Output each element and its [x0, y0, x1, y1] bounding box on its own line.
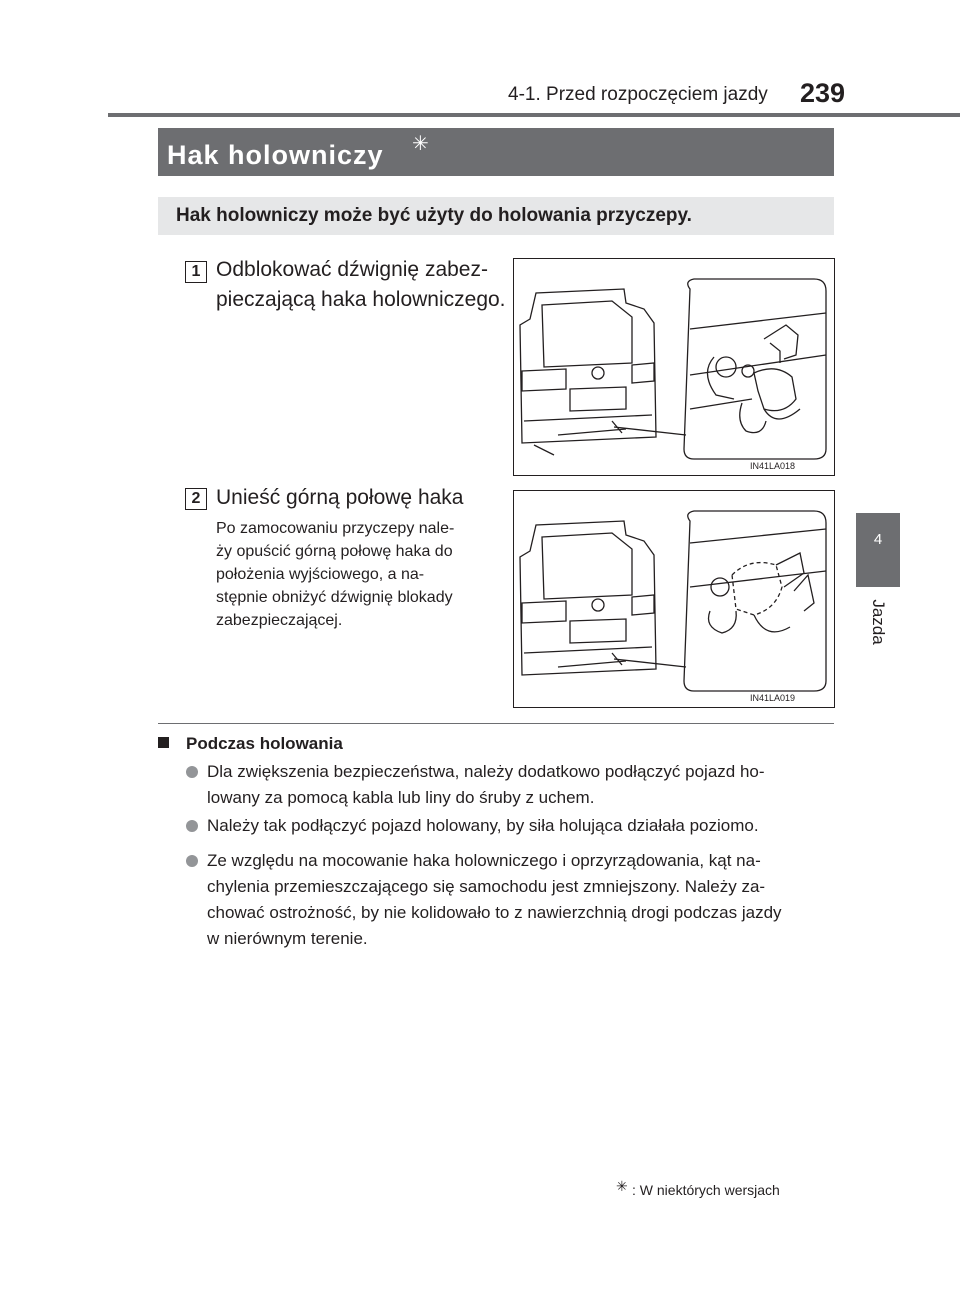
bullet-3-line-3: chować ostrożność, by nie kolidowało to z nawierzchnią drogi podczas jazdy [207, 903, 782, 922]
footnote-asterisk-icon: ✳ [616, 1178, 628, 1194]
square-bullet-icon [158, 737, 169, 748]
figure-2 [513, 490, 835, 708]
step-number-1: 1 [185, 261, 207, 283]
step-2-note-2: ży opuścić górną połowę haka do [216, 543, 453, 560]
step-2-note-3: położenia wyjściowego, a na- [216, 566, 425, 583]
section-title: 4-1. Przed rozpoczęciem jazdy [508, 84, 768, 105]
bullet-icon [186, 820, 198, 832]
intro-text: Hak holowniczy może być użyty do holowania przyczepy. [176, 205, 692, 226]
section-divider [158, 723, 834, 724]
bullet-icon [186, 855, 198, 867]
chapter-number: 4 [873, 531, 883, 548]
page-title: Hak holowniczy [167, 140, 384, 170]
footnote-text: : W niektórych wersjach [632, 1182, 780, 1198]
step-2-note-4: stępnie obniżyć dźwignię blokady [216, 589, 453, 606]
step-1-line-2: pieczającą haka holowniczego. [216, 288, 506, 311]
step-number-2: 2 [185, 488, 207, 510]
step-2-line-1: Unieść górną połowę haka [216, 486, 464, 509]
figure-1-code: IN41LA018 [750, 461, 796, 471]
asterisk-icon: ✳ [412, 133, 429, 155]
figure-1 [513, 258, 835, 476]
hitch-unlock-illustration [514, 259, 834, 475]
towing-heading: Podczas holowania [186, 734, 343, 753]
bullet-3-line-2: chylenia przemieszczającego się samochodu jest zmniejszony. Należy za- [207, 877, 766, 896]
chapter-tab [856, 513, 900, 587]
step-2-note-5: zabezpieczającej. [216, 612, 343, 629]
header-rule [108, 113, 960, 117]
hitch-raise-illustration [514, 491, 834, 707]
figure-2-code: IN41LA019 [750, 693, 796, 703]
bullet-icon [186, 766, 198, 778]
bullet-1-line-1: Dla zwiększenia bezpieczeństwa, należy dodatkowo podłączyć pojazd ho- [207, 762, 765, 781]
step-2-note-1: Po zamocowaniu przyczepy nale- [216, 520, 455, 537]
chapter-label: Jazda [869, 599, 888, 645]
bullet-1-line-2: lowany za pomocą kabla lub liny do śruby z uchem. [207, 788, 595, 807]
bullet-2-line-1: Należy tak podłączyć pojazd holowany, by siła holująca działała poziomo. [207, 816, 759, 835]
page-number: 239 [800, 78, 846, 108]
step-1-line-1: Odblokować dźwignię zabez- [216, 258, 488, 281]
bullet-3-line-1: Ze względu na mocowanie haka holowniczego i oprzyrządowania, kąt na- [207, 851, 761, 870]
bullet-3-line-4: w nierównym terenie. [207, 929, 368, 948]
